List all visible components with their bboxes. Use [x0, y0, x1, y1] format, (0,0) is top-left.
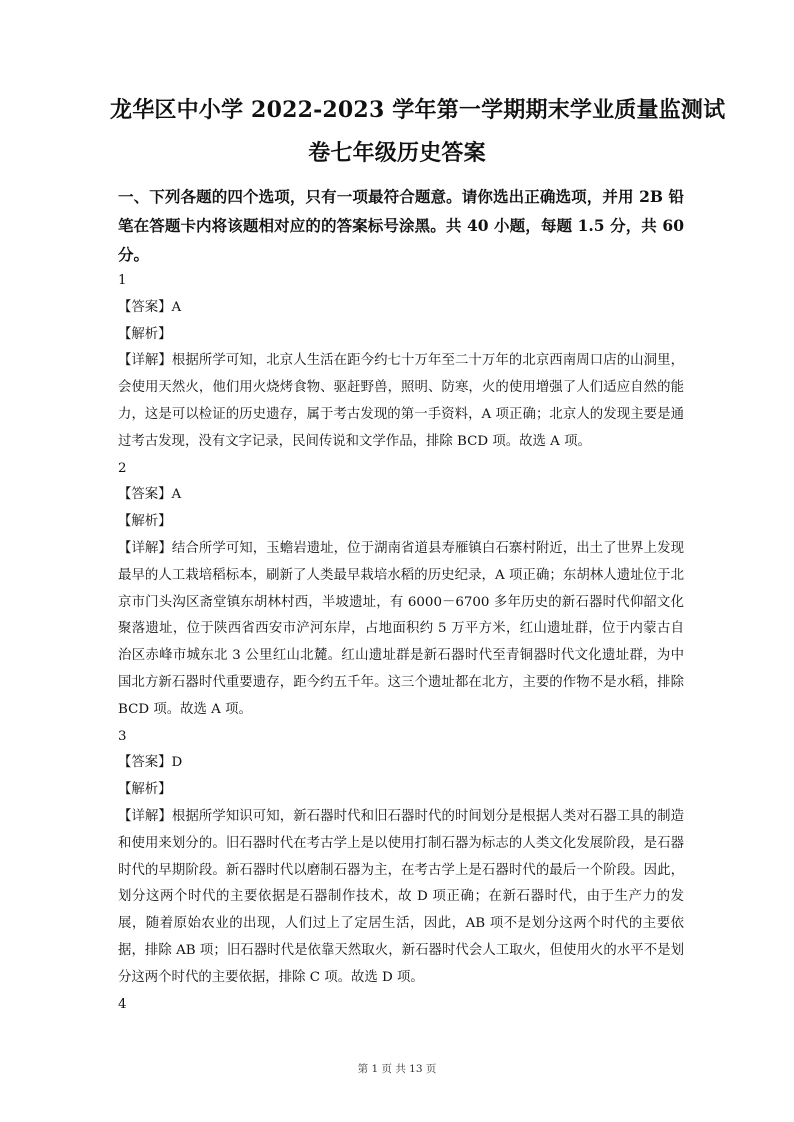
detail-paragraph: 【详解】根据所学知识可知，新石器时代和旧石器时代的时间划分是根据人类对石器工具的制造和使用来划分的。旧石器时代在考古学上是以使用打制石器为标志的人类文化发展阶段，是石器时代的早期阶段。新石器时代以磨制石器为主，在考古学上是石器时代的最后一个阶段。因此，划分这两个时代的主要依据是石器制作技术，故 D 项正确；在新石器时代，由于生产力的发展，随着原始农业的出现，人们过上了定居生活，因此，AB 项不是划分这两个时代的主要依据，排除 AB 项；旧石器时代是依靠天然取火，新石器时代会人工取火，但使用火的水平不是划分这两个时代的主要依据，排除 C 项。故选 D 项。	[118, 808, 684, 985]
question-number: 4	[118, 996, 127, 1012]
answer-content	[118, 268, 684, 1018]
answer-line: 【答案】A	[118, 299, 182, 315]
section-heading: 一、下列各题的四个选项，只有一项最符合题意。请你选出正确选项，并用 2B 铅笔在答题卡内将该题相对应的的答案标号涂黑。共 40 小题，每题 1.5 分，共 60 分。	[118, 187, 684, 264]
answer-line: 【答案】D	[118, 755, 183, 771]
analysis-label: 【解析】	[118, 782, 172, 798]
answer-line: 【答案】A	[118, 487, 182, 503]
question-number: 3	[118, 728, 127, 744]
question-number: 2	[118, 460, 127, 476]
page-footer: 第 1 页 共 13 页	[357, 1063, 437, 1075]
detail-paragraph: 【详解】结合所学可知，玉蟾岩遗址，位于湖南省道县寿雁镇白石寨村附近，出土了世界上发现最早的人工栽培稻标本，刷新了人类最早栽培水稻的历史纪录，A 项正确；东胡林人遗址位于北京市门头沟区斋堂镇东胡林村西，半坡遗址，有 6000－6700 多年历史的新石器时代仰韶文化聚落遗址，位于陕西省西安市浐河东岸，占地面积约 5 万平方米，红山遗址群，位于内蒙古自治区赤峰市城东北 3 公里红山北麓。红山遗址群是新石器时代至青铜器时代文化遗址群，为中国北方新石器时代重要遗存，距今约五千年。这三个遗址都在北方，主要的作物不是水稻，排除 BCD 项。故选 A 项。	[118, 540, 684, 717]
analysis-label: 【解析】	[118, 326, 172, 342]
question-number: 1	[118, 273, 127, 288]
document-title-line-2: 卷七年级历史答案	[308, 140, 486, 166]
analysis-label: 【解析】	[118, 514, 172, 530]
detail-paragraph: 【详解】根据所学可知，北京人生活在距今约七十万年至二十万年的北京西南周口店的山洞里，会使用天然火，他们用火烧烤食物、驱赶野兽，照明、防寒，火的使用增强了人们适应自然的能力，这是可以检证的历史遗存，属于考古发现的第一手资料，A 项正确；北京人的发现主要是通过考古发现，没有文字记录，民间传说和文学作品，排除 BCD 项。故选 A 项。	[118, 353, 684, 449]
document-title-line-1: 龙华区中小学 2022-2023 学年第一学期期末学业质量监测试	[110, 97, 726, 123]
